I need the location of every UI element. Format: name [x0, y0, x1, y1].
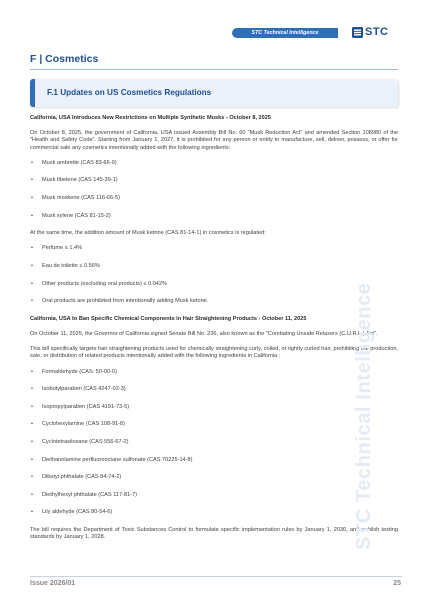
- article-paragraph: On October 8, 2025, the government of California, USA issued Assembly Bill No. 60 "Musk Reduction Act" and amended Section 108980 of the "Health and Safety Code". Starting from January 1, 2027, it is prohibited for any person or entity to manufacture, sell, deliver, possess, or offer for commercial sale any cosmetics intentionally added with the following ingredients:: [30, 130, 398, 151]
- article-paragraph: At the same time, the addition amount of Musk ketone (CAS 81-14-1) in cosmetics is regulated:: [30, 230, 266, 237]
- list-item: • Cyclohexylamine (CAS 108-91-8): [30, 421, 398, 428]
- header-banner: [232, 28, 338, 38]
- list-item: • Cyclotetrasiloxane (CAS 556-67-2): [30, 439, 398, 446]
- stc-logo-icon: [352, 27, 363, 38]
- article-paragraph: On October 11, 2025, the Governor of California signed Senate Bill No. 236, also known as the "Combating Unsafe Relaxers (C.U.R.L.) Act".: [30, 330, 378, 337]
- article-paragraph: This bill specifically targets hair straightening products used for chemically straightening curly, coiled, or tightly curled hair, prohibiting the production, sale, or distribution of related products intentionally added with the following ingredients in California :: [30, 346, 398, 360]
- stc-logo-text: STC: [365, 26, 389, 38]
- list-item: • Perfume ≤ 1.4%: [30, 245, 398, 252]
- article-paragraph: The bill requires the Department of Toxic Substances Control to formulate specific implementation rules by January 1, 2030, and publish testing standards by January 1, 2028.: [30, 526, 398, 541]
- list-item: • Musk tibetene (CAS 145-39-1): [30, 177, 398, 184]
- stc-logo: [352, 25, 389, 39]
- list-item: • Lily aldehyde (CAS 80-54-6): [30, 509, 398, 516]
- subheading-box: [30, 79, 398, 107]
- list-item: • Other products (excluding oral products) ≤ 0.042%: [30, 281, 398, 288]
- limit-list: [30, 245, 398, 305]
- subheading-text: F.1 Updates on US Cosmetics Regulations: [47, 88, 212, 97]
- list-item: • Formaldehyde (CAS: 50-00-0): [30, 369, 398, 376]
- footer-divider: [30, 576, 402, 577]
- section-title: F | Cosmetics: [30, 53, 99, 65]
- ingredient-list: [30, 369, 398, 517]
- article-content: [30, 115, 398, 549]
- page-number: 25: [393, 580, 401, 587]
- issue-number: Issue 2026/01: [30, 580, 76, 587]
- list-item: • Musk ambrette (CAS 83-66-9): [30, 160, 398, 167]
- header-banner-text: STC Technical Intelligence: [251, 30, 319, 36]
- list-item: • Dibutyl phthalate (CAS 84-74-2): [30, 474, 398, 481]
- article-heading: California, USA Introduces New Restrictions on Multiple Synthetic Musks - October 8, 2025: [30, 115, 271, 121]
- list-item: • Diethanolamine perfluorooctane sulfonate (CAS 70225-14-8): [30, 457, 398, 464]
- list-item: • Eau de toilette ≤ 0.56%: [30, 263, 398, 270]
- list-item: • Diethylhexyl phthalate (CAS 117-81-7): [30, 492, 398, 499]
- title-divider: [30, 69, 398, 70]
- list-item: • Oral products are prohibited from intentionally adding Musk ketone.: [30, 298, 398, 305]
- article-heading: California, USA to Ban Specific Chemical Components in Hair Straightening Products - October 11, 2025: [30, 315, 307, 322]
- list-item: • Isobutylparaben (CAS 4247-02-3): [30, 386, 398, 393]
- list-item: • Musk xylene (CAS 81-15-2): [30, 213, 398, 220]
- watermark: STC Technical Intelligence: [353, 282, 375, 550]
- list-item: • Musk moskene (CAS 116-66-5): [30, 195, 398, 202]
- ingredient-list: [30, 160, 398, 220]
- list-item: • Isopropylparaben (CAS 4191-73-5): [30, 404, 398, 411]
